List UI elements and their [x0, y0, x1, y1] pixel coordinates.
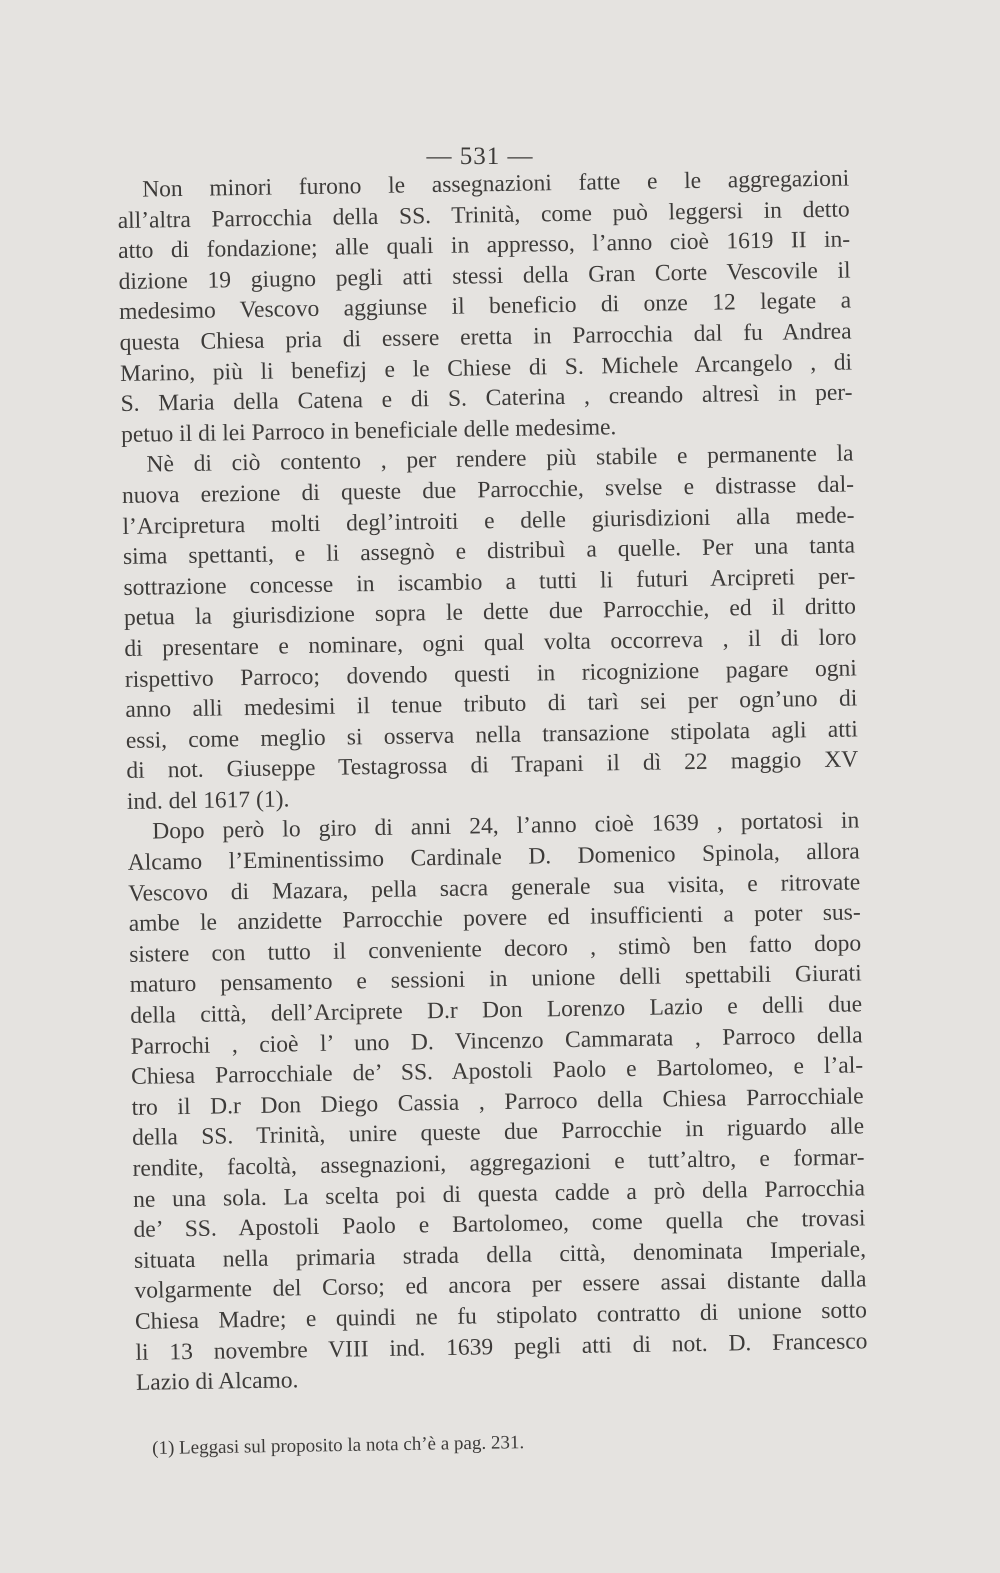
text-line: all’altra Parrocchia della SS. Trinità, come può leggersi in detto: [117, 196, 850, 234]
text-line: questa Chiesa pria di essere eretta in Parrocchia dal fu Andrea: [119, 318, 852, 356]
text-line: petua la giurisdizione sopra le dette due Parrocchie, ed il dritto: [123, 593, 857, 632]
text-line: sima spettanti, e li assegnò e distribuì a quelle. Per una tanta: [122, 532, 856, 571]
text-line: Vescovo di Mazara, pella sacra generale sua visita, e ritrovate: [128, 869, 861, 907]
text-line: di presentare e nominare, ogni qual volta occorreva , il di loro: [124, 624, 857, 662]
text-line: Alcamo l’Eminentissimo Cardinale D. Domenico Spinola, allora: [127, 838, 860, 876]
text-line: anno alli medesimi il tenue tributo di tarì sei per ogn’uno di: [125, 685, 858, 724]
text-line: petuo il di lei Parroco in beneficiale delle medesime.: [120, 413, 617, 448]
text-line: situata nella primaria strada della città, denominata Imperiale,: [133, 1236, 867, 1274]
text-line: Parrochi , cioè l’ uno D. Vincenzo Cammarata , Parroco della: [130, 1022, 863, 1060]
text-line: Chiesa Madre; e quindi ne fu stipolato contratto di unione sotto: [134, 1297, 868, 1335]
text-line: dizione 19 giugno pegli atti stessi della Gran Corte Vescovile il: [118, 257, 851, 295]
text-line: atto di fondazione; alle quali in appresso, l’anno cioè 1619 II in-: [117, 226, 851, 265]
text-line: volgarmente del Corso; ed ancora per essere assai distante dalla: [134, 1266, 867, 1305]
text-line: della SS. Trinità, unire queste due Parrocchie in riguardo alle: [131, 1113, 865, 1152]
text-line: nuova erezione di queste due Parrocchie, svelse e distrasse dal-: [121, 471, 855, 509]
text-line: sistere con tutto il conveniente decoro , stimò ben fatto dopo: [129, 930, 862, 968]
text-line: li 13 novembre VIII ind. 1639 pegli atti di not. D. Francesco: [135, 1327, 868, 1366]
page-number: — 531 —: [426, 143, 534, 170]
text-line: rendite, facoltà, assegnazioni, aggregazioni e tutt’altro, e formar-: [132, 1144, 865, 1182]
body-text: [117, 164, 868, 1399]
text-line: ambe le anzidette Parrocchie povere ed insufficienti a poter sus-: [128, 899, 861, 938]
text-line: Dopo però lo giro di anni 24, l’anno cioè 1639 , portatosi in: [152, 807, 860, 845]
text-line: della città, dell’Arciprete D.r Don Lorenzo Lazio e delli due: [130, 991, 863, 1029]
text-line: tro il D.r Don Diego Cassia , Parroco della Chiesa Parrocchiale: [131, 1083, 864, 1121]
footnote: (1) Leggasi sul proposito la nota ch’è a pag. 231.: [152, 1432, 525, 1459]
text-line: Chiesa Parrocchiale de’ SS. Apostoli Paolo e Bartolomeo, e l’al-: [130, 1052, 864, 1091]
text-line: Lazio di Alcamo.: [135, 1367, 299, 1397]
text-line: sottrazione concesse in iscambio a tutti li futuri Arcipreti per-: [123, 563, 856, 601]
text-line: Marino, più li benefizj e le Chiese di S. Michele Arcangelo , di: [119, 349, 853, 387]
text-line: de’ SS. Apostoli Paolo e Bartolomeo, come quella che trovasi: [133, 1205, 866, 1244]
text-line: ne una sola. La scelta poi di questa cadde a prò della Parrocchia: [132, 1174, 866, 1213]
text-line: medesimo Vescovo aggiunse il beneficio di onze 12 legate a: [118, 287, 852, 326]
text-line: Non minori furono le assegnazioni fatte e le aggregazioni: [142, 165, 850, 203]
text-line: essi, come meglio si osserva nella transazione stipolata agli atti: [125, 716, 858, 754]
text-line: l’Arcipretura molti degl’introiti e delle giurisdizioni alla mede-: [122, 501, 855, 540]
text-line: ind. del 1617 (1).: [126, 786, 290, 815]
text-line: di not. Giuseppe Testagrossa di Trapani il dì 22 maggio XV: [126, 746, 859, 785]
text-line: rispettivo Parroco; dovendo questi in ricognizione pagare ogni: [124, 654, 858, 693]
text-line: maturo pensamento e sessioni in unione delli spettabili Giurati: [129, 960, 862, 999]
text-line: Nè di ciò contento , per rendere più stabile e permanente la: [146, 440, 854, 478]
text-line: S. Maria della Catena e di S. Caterina , creando altresì in per-: [120, 379, 853, 418]
